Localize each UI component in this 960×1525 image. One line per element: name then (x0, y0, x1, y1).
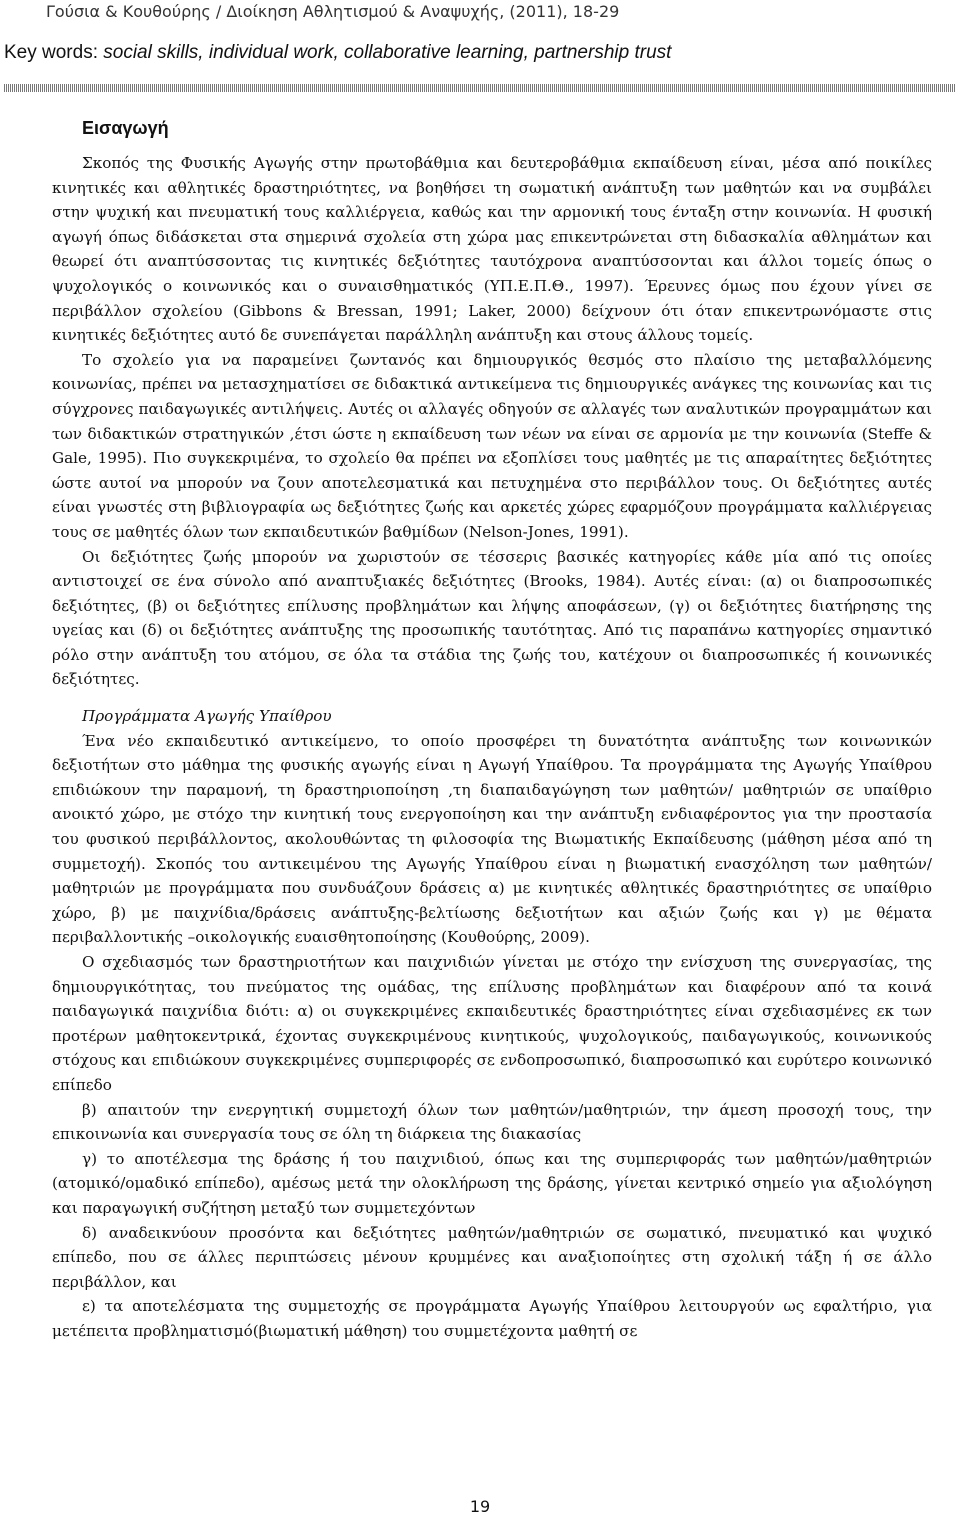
paragraph: Ένα νέο εκπαιδευτικό αντικείμενο, το οποίο προσφέρει τη δυνατότητα ανάπτυξης των κοινωνικών δεξιοτήτων στο μάθημα της φυσικής αγωγής είναι η Αγωγή Υπαίθρου. Τα προγράμματα της Αγωγής Υπαίθρου επιδιώκουν την παραμονή, τη δραστηριοποίηση ,τη διαπαιδαγώγηση των μαθητών/ μαθητριών σε υπαίθριο ανοικτό χώρο, με στόχο την κινητική τους ενεργοποίηση και την ανάπτυξη ενδιαφέροντος για την προστασία του φυσικού περιβάλλοντος, ακολουθώντας τη φιλοσοφία της Βιωματικής Εκπαίδευσης (μάθηση μέσα από τη συμμετοχή). Σκοπός του αντικειμένου της Αγωγής Υπαίθρου είναι η βιωματική ενασχόληση των μαθητών/μαθητριών με προγράμματα που συνδυάζουν δράσεις α) με κινητικές αθλητικές δραστηριότητες σε υπαίθριο χώρο, β) με παιχνίδια/δράσεις ανάπτυξης-βελτίωσης δεξιοτήτων και αξιών ζωής και γ) με θέματα περιβαλλοντικής –οικολογικής ευαισθητοποίησης (Κουθούρης, 2009). (52, 731, 932, 947)
keywords-label: Key words: (4, 42, 98, 63)
section-heading: Εισαγωγή (82, 118, 169, 138)
paragraph: Το σχολείο για να παραμείνει ζωντανός και δημιουργικός θεσμός στο πλαίσιο της μεταβαλλόμενης κοινωνίας, πρέπει να μετασχηματίσει σε διδακτικά αντικείμενα τις δημιουργικές ανάγκες της κοινωνίας και τις σύγχρονες παιδαγωγικές αντιλήψεις. Αυτές οι αλλαγές οδηγούν σε αλλαγές των αναλυτικών προγραμμάτων και των διδακτικών στρατηγικών ,έτσι ώστε η εκπαίδευση των νέων να είναι σε αρμονία με την κοινωνία (Steffe & Gale, 1995). Πιο συγκεκριμένα, το σχολείο θα πρέπει να εξοπλίσει τους μαθητές με τις απαραίτητες δεξιότητες ώστε αυτοί να μπορούν να ζουν αποτελεσματικά και πετυχημένα στο περιβάλλον τους. Οι δεξιότητες αυτές είναι γνωστές στη βιβλιογραφία ως δεξιότητες ζωής και αρκετές χώρες εφαρμόζουν προγράμματα καλλιέργειας τους σε μαθητές όλων των εκπαιδευτικών βαθμίδων (Nelson-Jones, 1991). (52, 350, 932, 541)
paragraph: ε) τα αποτελέσματα της συμμετοχής σε προγράμματα Αγωγής Υπαίθρου λειτουργούν ως εφαλτήριο, για μετέπειτα προβληματισμό(βιωματική μάθηση) του συμμετέχοντα μαθητή σε (52, 1297, 932, 1340)
paragraph: Ο σχεδιασμός των δραστηριοτήτων και παιχνιδιών γίνεται με στόχο την ενίσχυση της συνεργασίας, της δημιουργικότητας, του πνεύματος της ομάδας, της επίλυσης προβλημάτων και διαφέρουν από τα κοινά παιδαγωγικά παιχνίδια διότι: α) οι συγκεκριμένες εκπαιδευτικές δραστηριότητες είναι σχεδιασμένες εκ των προτέρων μαθητοκεντρικά, έχοντας συγκεκριμένους κινητικούς, ψυχολογικούς, παιδαγωγικούς, κοινωνικούς στόχους και επιδιώκουν συγκεκριμένες συμπεριφορές σε ενδοπροσωπικό, διαπροσωπικό και ευρύτερο κοινωνικό επίπεδο (52, 953, 932, 1094)
body-text (52, 151, 932, 1344)
paragraph: β) απαιτούν την ενεργητική συμμετοχή όλων των μαθητών/μαθητριών, την άμεση προσοχή τους, την επικοινωνία και συνεργασία τους σε όλη τη διάρκεια της διακασίας (52, 1100, 932, 1144)
page-number: 19 (469, 1497, 491, 1516)
running-header: Γούσια & Κουθούρης / Διοίκηση Αθλητισμού & Αναψυχής, (2011), 18-29 (46, 2, 620, 21)
paragraph: δ) αναδεικνύουν προσόντα και δεξιότητες μαθητών/μαθητριών σε σωματικό, πνευματικό και ψυχικό επίπεδο, που σε άλλες περιπτώσεις μένουν κρυμμένες και αναξιοποίητες στη σχολική τάξη ή σε άλλο περιβάλλον, και (52, 1223, 932, 1291)
paragraph: Οι δεξιότητες ζωής μπορούν να χωριστούν σε τέσσερις βασικές κατηγορίες κάθε μία από τις οποίες αντιστοιχεί σε ένα σύνολο από αναπτυξιακές δεξιότητες (Brooks, 1984). Αυτές είναι: (α) οι διαπροσωπικές δεξιότητες, (β) οι δεξιότητες επίλυσης προβλημάτων και λήψης αποφάσεων, (γ) οι δεξιότητες διατήρησης της υγείας και (δ) οι δεξιότητες ανάπτυξης της προσωπικής ταυτότητας. Από τις παραπάνω κατηγορίες σημαντικό ρόλο στην ανάπτυξη του ατόμου, σε όλα τα στάδια της ζωής του, κατέχουν οι διαπροσωπικές ή κοινωνικές δεξιότητες. (52, 547, 932, 689)
header-divider (4, 84, 956, 92)
keywords-line (4, 42, 671, 64)
paragraph: Σκοπός της Φυσικής Αγωγής στην πρωτοβάθμια και δευτεροβάθμια εκπαίδευση είναι, μέσα από ποικίλες κινητικές και αθλητικές δραστηριότητες, να βοηθήσει τη σωματική ανάπτυξη των μαθητών και να συμβάλει στην ψυχική και πνευματική τους καλλιέργεια, καθώς και την αρμονική τους ένταξη στην κοινωνία. Η φυσική αγωγή όπως διδάσκεται στα σημερινά σχολεία στη χώρα μας επικεντρώνεται στη διδασκαλία αθλημάτων και θεωρεί ότι αναπτύσσοντας τις κινητικές δεξιότητες ταυτόχρονα αναπτύσσονται και άλλοι τομείς όπως ο ψυχολογικός ο κοινωνικός και ο συναισθηματικός (ΥΠ.Ε.Π.Θ., 1997). Έρευνες όμως που έχουν γίνει σε περιβάλλον σχολείου (Gibbons & Bressan, 1991; Laker, 2000) δείχνουν ότι όταν επικεντρωνόμαστε στις κινητικές δεξιότητες αυτό δε συνεπάγεται παράλληλη ανάπτυξη και στους άλλους τομείς. (52, 154, 932, 345)
paragraph: γ) το αποτέλεσμα της δράσης ή του παιχνιδιού, όπως και της συμπεριφοράς των μαθητών/μαθητριών (ατομικό/ομαδικό επίπεδο), αμέσως μετά την ολοκλήρωση της δράσης, γίνεται κεντρικό σημείο για αξιολόγηση και παραγωγική συζήτηση μεταξύ των συμμετεχόντων (52, 1149, 932, 1217)
subheading: Προγράμματα Αγωγής Υπαίθρου (82, 707, 332, 726)
keywords-values: social skills, individual work, collaborative learning, partnership trust (103, 42, 672, 63)
